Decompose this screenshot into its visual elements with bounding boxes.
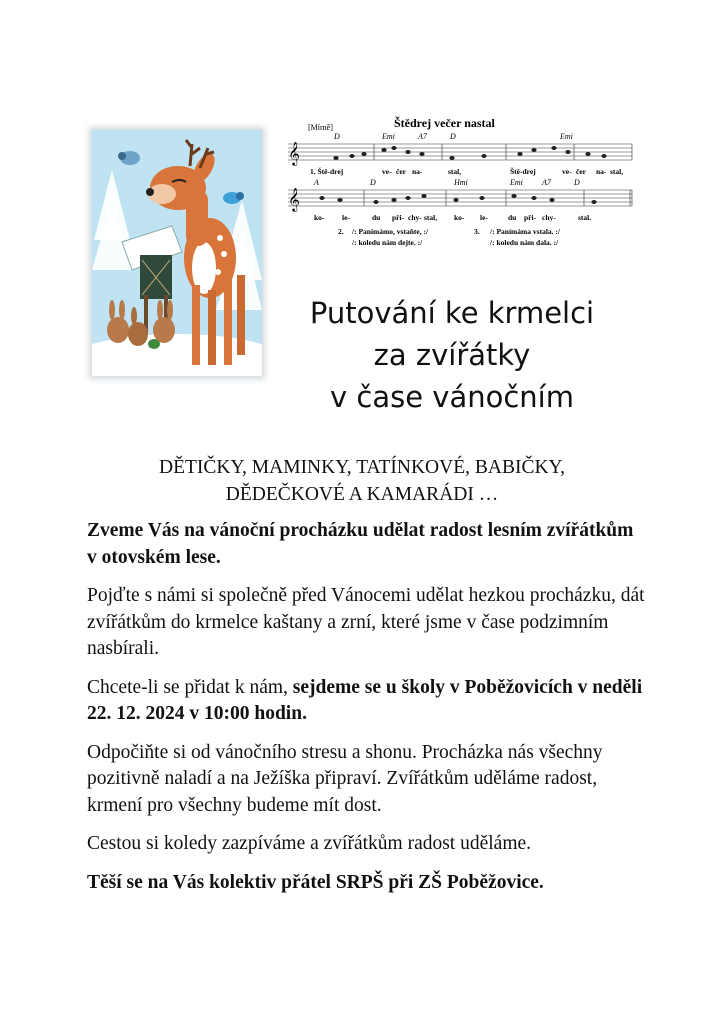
svg-text:1. Ště-drej: 1. Ště-drej — [310, 167, 344, 176]
svg-text:Ště-drej: Ště-drej — [510, 167, 536, 176]
greeting-line-1: DĚTIČKY, MAMINKY, TATÍNKOVÉ, BABIČKY, — [159, 457, 565, 478]
song-tempo: [Mírně] — [308, 123, 333, 132]
svg-text:/: Panímámo, vstaňte, :/: /: Panímámo, vstaňte, :/ — [352, 227, 429, 236]
deer-picture — [92, 130, 262, 376]
title-line-2: za zvířátky — [373, 338, 531, 372]
svg-text:le-: le- — [480, 213, 488, 222]
deer-illustration — [92, 130, 262, 376]
invitation-paragraph — [87, 518, 647, 571]
staff-1 — [288, 144, 632, 160]
signature: Těší se na Vás kolektiv přátel SRPŠ při ZŠ Poběžovice. — [87, 871, 544, 893]
meeting-info — [87, 675, 647, 728]
svg-text:du: du — [372, 213, 381, 222]
music-score — [284, 112, 636, 262]
treble-clef-icon: 𝄞 — [288, 189, 300, 211]
svg-text:chy-: chy- — [408, 213, 422, 222]
svg-text:čer: čer — [396, 167, 406, 176]
svg-text:/: Panímáma vstala. :/: /: Panímáma vstala. :/ — [490, 227, 560, 236]
svg-text:Emi: Emi — [560, 132, 573, 141]
svg-text:stal,: stal, — [424, 213, 438, 222]
svg-text:A7: A7 — [542, 178, 551, 187]
svg-text:čer: čer — [576, 167, 586, 176]
svg-text:D: D — [334, 132, 340, 141]
carols-paragraph: Cestou si koledy zazpíváme a zvířátkům radost uděláme. — [87, 833, 532, 854]
svg-text:stal,: stal, — [610, 167, 624, 176]
svg-text:A7: A7 — [418, 132, 427, 141]
event-title — [280, 292, 624, 418]
invitation-body — [87, 518, 647, 908]
svg-text:A: A — [314, 178, 319, 187]
meeting-intro: Chcete-li se přidat k nám, — [87, 676, 293, 698]
staff-2 — [288, 190, 632, 206]
svg-text:D: D — [450, 132, 456, 141]
chords-line1 — [333, 132, 573, 141]
svg-text:ve-: ve- — [562, 167, 572, 176]
song-sheet — [284, 112, 636, 262]
relax-paragraph: Odpočiňte si od vánočního stresu a shonu. Procházka nás všechny pozitivně naladí a na Ježíška připraví. Zvířátkům uděláme radost, krmení pro všechny budeme mít dost. — [87, 741, 603, 816]
svg-text:při-: při- — [524, 213, 537, 222]
svg-text:při-: při- — [392, 213, 405, 222]
greeting — [86, 454, 638, 508]
lyrics-line1 — [310, 166, 623, 176]
svg-text:Emi: Emi — [510, 178, 523, 187]
svg-text:ve-: ve- — [382, 167, 392, 176]
invitation-bold: Zveme Vás na vánoční procházku udělat radost lesním zvířátkům v otovském lese. — [87, 520, 634, 568]
svg-text:stal,: stal, — [448, 167, 462, 176]
svg-text:/: koledu nám dala. :/: /: koledu nám dala. :/ — [490, 238, 559, 247]
svg-text:stal.: stal. — [578, 213, 592, 222]
svg-text:na-: na- — [412, 167, 423, 176]
svg-text:le-: le- — [342, 213, 350, 222]
notes-line2 — [319, 194, 596, 204]
signature-paragraph — [87, 870, 647, 897]
treble-clef-icon: 𝄞 — [288, 143, 300, 165]
title-line-1: Putování ke krmelci — [309, 296, 595, 330]
svg-text:2.: 2. — [338, 227, 344, 236]
greeting-line-2: DĚDEČKOVÉ A KAMARÁDI … — [225, 484, 499, 505]
svg-text:/: koledu nám dejte. :/: /: koledu nám dejte. :/ — [352, 238, 423, 247]
svg-text:na-: na- — [596, 167, 607, 176]
chords-line2 — [313, 178, 580, 187]
svg-text:D: D — [370, 178, 376, 187]
svg-text:du: du — [508, 213, 517, 222]
extra-verses — [338, 227, 561, 247]
svg-text:chy-: chy- — [542, 213, 556, 222]
svg-text:Hmi: Hmi — [454, 178, 468, 187]
svg-text:3.: 3. — [474, 227, 480, 236]
song-title: Štědrej večer nastal — [394, 116, 495, 130]
svg-text:D: D — [574, 178, 580, 187]
svg-text:ko-: ko- — [314, 213, 325, 222]
svg-text:Emi: Emi — [382, 132, 395, 141]
meeting-time-place: sejdeme se u školy v Poběžovicích v neděli 22. 12. 2024 v 10:00 hodin. — [87, 676, 643, 724]
title-line-3: v čase vánočním — [330, 380, 574, 414]
walk-description: Pojďte s námi si společně před Vánocemi udělat hezkou procházku, dát zvířátkům do krmelce kaštany a zrní, které jsme v čase podzimním nasbírali. — [87, 585, 645, 659]
svg-text:ko-: ko- — [454, 213, 465, 222]
lyrics-line2 — [314, 213, 591, 222]
